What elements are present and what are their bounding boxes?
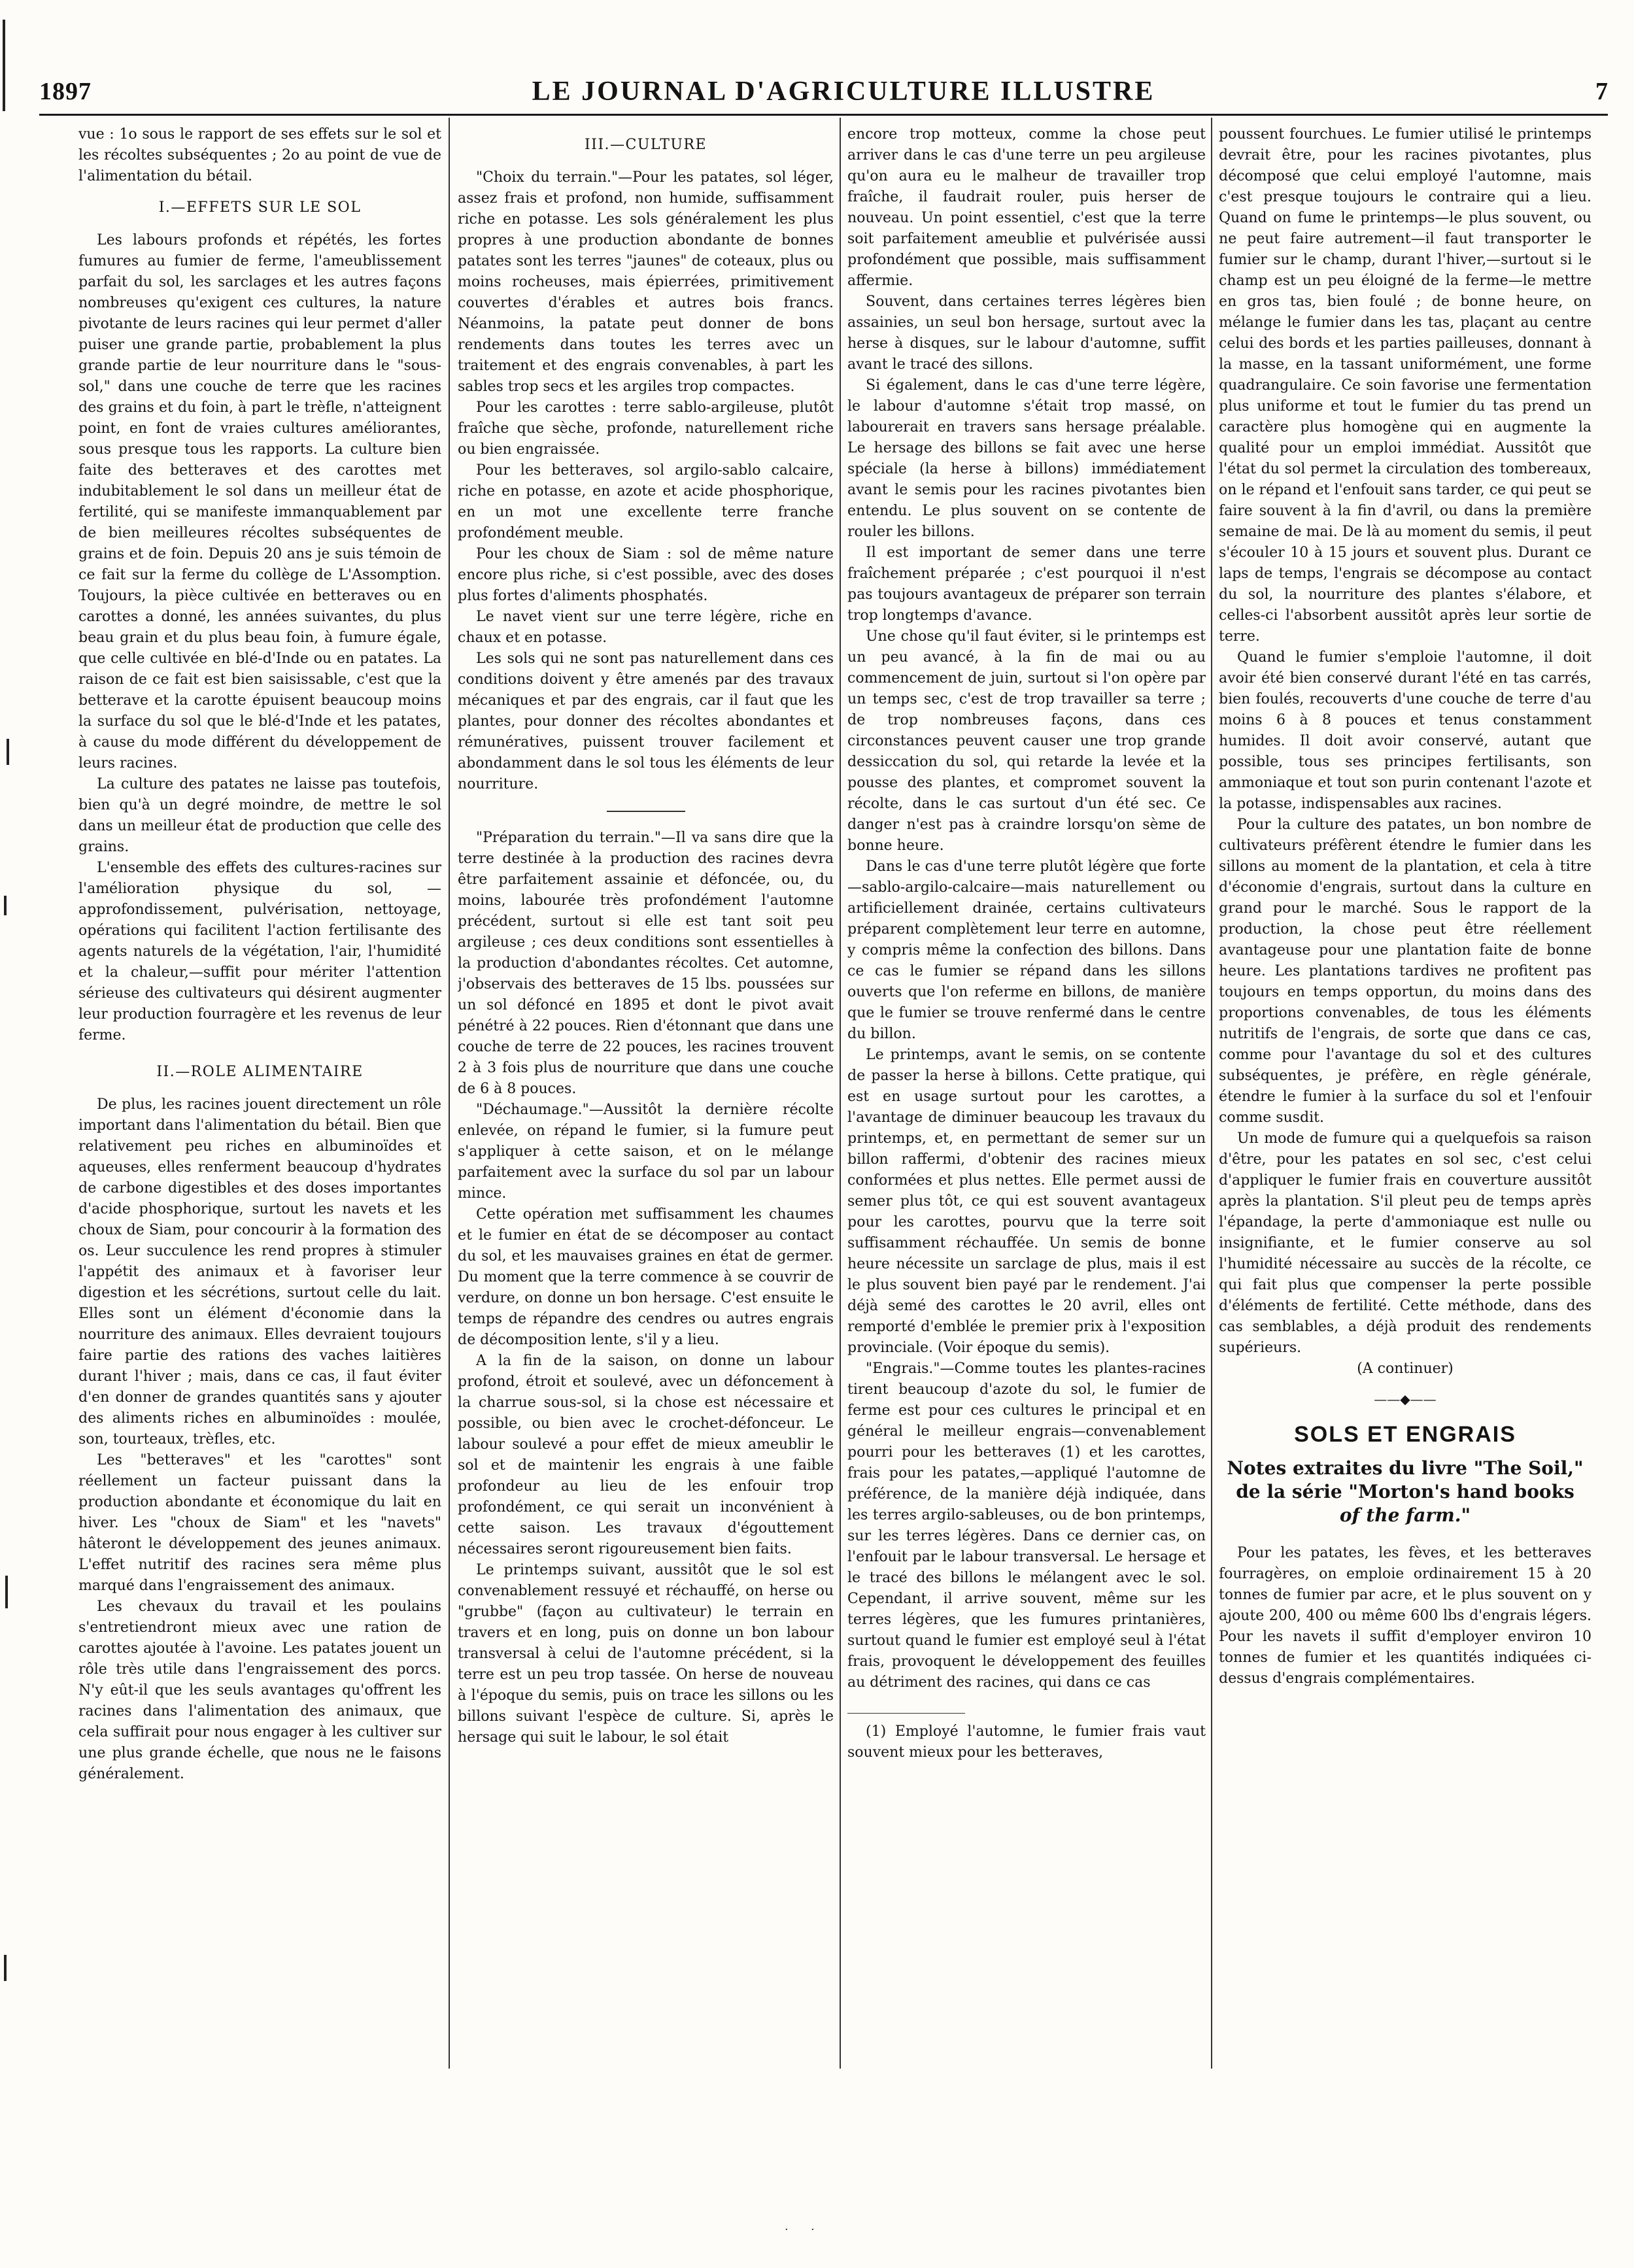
- paragraph: Si également, dans le cas d'une terre légère, le labour d'automne s'était trop massé, on labourerait en travers sans hersage préalable. Le hersage des billons se fait avec une herse spéciale (la herse à billons) immédiatement avant le semis pour les racines pivotantes bien entendu. Le plus souvent on se contente de rouler les billons.: [847, 377, 1206, 540]
- paragraph: encore trop motteux, comme la chose peut arriver dans le cas d'une terre un peu argileuse qu'on aura eu le malheur de travailler trop fraîche, il faudrait rouler, puis herser de nouveau. Un point essentiel, c'est que la terre soit parfaitement ameublie et pulvérisée aussi profondément que possible, mais suffisamment affermie.: [847, 126, 1206, 289]
- footnote-rule: [847, 1713, 965, 1714]
- section-title: SOLS ET ENGRAIS: [1294, 1422, 1516, 1447]
- paragraph: Pour les choux de Siam : sol de même nature encore plus riche, si c'est possible, avec des doses plus fortes d'aliments phosphatés.: [458, 546, 834, 604]
- paragraph: Les sols qui ne sont pas naturellement dans ces conditions doivent y être amenés par des travaux mécaniques et par des engrais, car il faut que les plantes, pour donner des récoltes abondantes et rémunératives, puissent trouver facilement et abondamment dans le sol tous les éléments de leur nourriture.: [458, 651, 834, 792]
- column-2: [458, 124, 834, 2086]
- paragraph: Une chose qu'il faut éviter, si le printemps est un peu avancé, à la fin de mai ou au commencement de juin, surtout si l'on opère par un temps sec, c'est de trop travailler sa terre ; de trop nombreuses façons, dans ces circonstances peuvent causer une trop grande dessiccation du sol, qui retarde la levée et la pousse des plantes, et compromet souvent la récolte, dans le cas surtout d'un été sec. Ce danger n'est pas à craindre lorsqu'on sème de bonne heure.: [847, 628, 1206, 854]
- to-be-continued: (A continuer): [1357, 1361, 1454, 1377]
- paragraph: Le printemps suivant, aussitôt que le sol est convenablement ressuyé et réchauffé, on herse ou "grubbe" (façon au cultivateur) le terrain en travers et en long, puis on donne un bon labour transversal à celui de l'automne précédent, si la terre est un peu trop tassée. On herse de nouveau à l'époque du semis, puis on trace les sillons ou les billons suivant l'espèce de culture. Si, après le hersage qui suit le labour, le sol était: [458, 1562, 834, 1746]
- scan-edge-marks: [0, 0, 14, 2268]
- paragraph: Le printemps, avant le semis, on se contente de passer la herse à billons. Cette pratique, qui est en usage surtout pour les carottes, a l'avantage de diminuer beaucoup les travaux du printemps, et, en permettant de semer sur un billon raffermi, d'obtenir des racines mieux conformées et plus nettes. Elle permet aussi de semer plus tôt, ce qui est souvent avantageux pour les carottes, pourvu que la terre soit suffisamment réchauffée. Un semis de bonne heure nécessite un sarclage de plus, mais il est le plus souvent bien payé par le rendement. J'ai déjà semé des carottes le 20 avril, elles ont remporté d'emblée le premier prix à l'exposition provinciale. (Voir époque du semis).: [847, 1047, 1206, 1356]
- divider: [607, 811, 685, 812]
- paragraph: Il est important de semer dans une terre fraîchement préparée ; c'est pourquoi il n'est pas toujours avantageux de préparer son terrain trop longtemps d'avance.: [847, 545, 1206, 624]
- section-heading: III.—CULTURE: [584, 137, 707, 153]
- paragraph: La culture des patates ne laisse pas toutefois, bien qu'à un degré moindre, de mettre le sol dans un meilleur état de production que celle des grains.: [78, 776, 441, 855]
- paragraph: Les chevaux du travail et les poulains s'entretiendront mieux avec une ration de carottes ajoutée à l'avoine. Les patates jouent un rôle très utile dans l'engraissement des porcs. N'y eût-il que les seuls avantages qu'offrent les racines dans l'alimentation des animaux, que cela suffirait pour nous engager à les cultiver sur une plus grande échelle, que nous ne le faisons généralement.: [78, 1599, 441, 1782]
- column-rule-3: [1211, 118, 1212, 2069]
- paragraph: poussent fourchues. Le fumier utilisé le printemps devrait être, pour les racines pivotantes, plus décomposé que celui employé l'automne, mais c'est presque toujours le contraire qui a lieu. Quand on fume le printemps—le plus souvent, ou ne peut faire autrement—il faut transporter le fumier sur le champ, durant l'hiver,—surtout si le champ est un peu éloigné de la ferme—le mettre en gros tas, bien foulé ; de bonne heure, on mélange le fumier dans les tas, plaçant au centre celui des bords et les parties pailleuses, donnant à la masse, en la tassant uniformément, une forme quadrangulaire. Ce soin favorise une fermentation plus uniforme et tout le fumier du tas prend un caractère plus homogène qui en augmente la qualité pour un emploi immédiat. Aussitôt que l'état du sol permet la circulation des tombereaux, on le répand et l'enfouit sans tarder, ce qui peut se faire souvent à la fin d'avril, ou dans la première semaine de mai. De là au moment du semis, il peut s'écouler 10 à 15 jours et souvent plus. Durant ce laps de temps, l'engrais se décompose au contact du sol, la nourriture des plantes s'élabore, et celles-ci l'absorbent aussitôt après leur sortie de terre.: [1219, 126, 1591, 645]
- page-header: [39, 73, 1608, 110]
- paragraph: De plus, les racines jouent directement un rôle important dans l'alimentation du bétail. Bien que relativement peu riches en albuminoïdes et aqueuses, elles renferment beaucoup d'hydrates de carbone digestibles et des doses importantes d'acide phosphorique, surtout les navets et les choux de Siam, pour concourir à la formation des os. Leur succulence les rend propres à stimuler l'appétit des animaux et à favoriser leur digestion et les sécrétions, surtout celle du lait. Elles sont un élément d'économie dans la nourriture des animaux. Elles devraient toujours faire partie des rations des vaches laitières durant l'hiver ; mais, dans ce cas, il faut éviter d'en donner de grandes quantités sans y ajouter des aliments riches en albuminoïdes : moulée, son, tourteaux, trèfles, etc.: [78, 1096, 441, 1447]
- paragraph: "Déchaumage."—Aussitôt la dernière récolte enlevée, on répand le fumier, si la fumure peut s'appliquer à cette saison, et on le mélange parfaitement avec la surface du sol par un labour mince.: [458, 1102, 834, 1202]
- section-heading: I.—EFFETS SUR LE SOL: [158, 199, 362, 216]
- ornament-rule-icon: ——◆——: [1374, 1391, 1437, 1407]
- paragraph: Pour les carottes : terre sablo-argileuse, plutôt fraîche que sèche, profonde, naturellement riche ou bien engraissée.: [458, 399, 834, 458]
- paragraph: Pour la culture des patates, un bon nombre de cultivateurs préfèrent étendre le fumier dans les sillons au moment de la plantation, et cela à titre d'économie d'engrais, surtout dans la culture en grand pour le marché. Sous le rapport de la production, la chose peut être réellement avantageuse pour une plantation faite de bonne heure. Les plantations tardives ne profitent pas toujours en temps opportun, du moins dans des proportions convenables, de tous les éléments nutritifs de l'engrais, de sorte que dans ce cas, comme pour l'avantage du sol et des cultures subséquentes, je préfère, en règle générale, étendre le fumier à la surface du sol et l'enfouir comme susdit.: [1219, 817, 1591, 1126]
- paragraph: Pour les betteraves, sol argilo-sablo calcaire, riche en potasse, en azote et acide phosphorique, en un mot une excellente terre franche profondément meuble.: [458, 462, 834, 541]
- paragraph: Les "betteraves" et les "carottes" sont réellement un facteur puissant dans la production abondante et économique du lait en hiver. Les "choux de Siam" et les "navets" hâteront le développement des jeunes animaux. L'effet nutritif des racines sera même plus marqué dans l'engraissement des animaux.: [78, 1452, 441, 1594]
- notes-title-line: Notes extraites du livre "The Soil,": [1227, 1457, 1584, 1479]
- paragraph: A la fin de la saison, on donne un labour profond, étroit et soulevé, avec un défoncement à la charrue sous-sol, si la chose est nécessaire et possible, ou bien avec le crochet-défonceur. Le labour soulevé a pour effet de mieux ameublir le sol et de maintenir les engrais à une faible profondeur au lieu de les enfouir trop profondément, ce qui serait un inconvénient à cette saison. Les travaux d'égouttement nécessaires seront rigoureusement bien faits.: [458, 1353, 834, 1557]
- column-rule-1: [449, 118, 450, 2069]
- paragraph: Cette opération met suffisamment les chaumes et le fumier en état de se décomposer au contact du sol, et les mauvaises graines en état de germer. Du moment que la terre commence à se couvrir de verdure, on donne un bon hersage. C'est ensuite le temps de répandre des cendres ou autres engrais de décomposition lente, s'il y a lieu.: [458, 1206, 834, 1348]
- paragraph: Dans le cas d'une terre plutôt légère que forte—sablo-argilo-calcaire—mais naturellement ou artificiellement drainée, certains cultivateurs préparent complètement leur terre en automne, y compris même la confection des billons. Dans ce cas le fumier se répand dans les sillons ouverts que l'on referme en billons, de manière que le fumier se trouve renfermé dans le centre du billon.: [847, 858, 1206, 1042]
- column-1: [78, 124, 441, 2086]
- notes-title: [1219, 1457, 1591, 1527]
- header-masthead: LE JOURNAL D'AGRICULTURE ILLUSTRE: [532, 76, 1155, 107]
- column-rule-2: [840, 118, 841, 2069]
- paragraph: Souvent, dans certaines terres légères bien assainies, un seul bon hersage, surtout avec la herse à disques, sur le labour d'automne, suffit avant le tracé des sillons.: [847, 294, 1206, 373]
- notes-title-line: of the farm.": [1339, 1504, 1471, 1526]
- paragraph: Le navet vient sur une terre légère, riche en chaux et en potasse.: [458, 609, 834, 646]
- section-heading: II.—ROLE ALIMENTAIRE: [156, 1064, 364, 1080]
- footnote: (1) Employé l'automne, le fumier frais vaut souvent mieux pour les betteraves,: [847, 1723, 1206, 1761]
- column-3: [847, 124, 1206, 2086]
- paragraph: "Engrais."—Comme toutes les plantes-racines tirent beaucoup d'azote du sol, le fumier de ferme est pour ces cultures le principal et en général le meilleur engrais—convenablement pourri pour les betteraves (1) et les carottes, frais pour les patates,—appliqué l'automne de préférence, de la manière déjà indiquée, dans les terres argilo-sableuses, ou de bon printemps, sur les terres légères. Dans ce dernier cas, on l'enfouit par le labour transversal. Le hersage et le tracé des billons le mélangent avec le sol. Cependant, il arrive souvent, même sur les terres légères, que les fumures printanières, surtout quand le fumier est employé seul à l'état frais, provoquent le développement des feuilles au détriment des racines, qui dans ce cas: [847, 1361, 1206, 1691]
- paragraph: "Préparation du terrain."—Il va sans dire que la terre destinée à la production des racines devra être parfaitement assainie et défoncée, ou, du moins, labourée très profondément l'automne précédent, surtout si elle est tant soit peu argileuse ; ces deux conditions sont essentielles à la production d'abondantes récoltes. Cet automne, j'observais des betteraves de 15 lbs. poussées sur un sol défoncé en 1895 et dont le pivot avait pénétré à 22 pouces. Rien d'étonnant que dans une couche de terre de 22 pouces, les racines trouvent 2 à 3 fois plus de nourriture que dans une couche de 6 à 8 pouces.: [458, 830, 834, 1097]
- notes-title-line: de la série "Morton's hand books: [1236, 1481, 1574, 1502]
- header-page-number: 7: [1595, 78, 1608, 105]
- scan-specks: · ·: [785, 2223, 815, 2237]
- paragraph: vue : 1o sous le rapport de ses effets sur le sol et les récoltes subséquentes ; 2o au point de vue de l'alimentation du bétail.: [78, 126, 441, 184]
- paragraph: Les labours profonds et répétés, les fortes fumures au fumier de ferme, l'ameublissement parfait du sol, les sarclages et les autres façons nombreuses qu'exigent ces cultures, la nature pivotante de leurs racines qui leur permet d'aller puiser une grande partie, probablement la plus grande partie de leur nourriture dans le "sous-sol," dans une couche de terre que les racines des grains et du foin, à part le trèfle, n'atteignent point, en font de vraies cultures améliorantes, sous presque tous les rapports. La culture bien faite des betteraves et des carottes met indubitablement le sol dans un meilleur état de fertilité, qui se manifeste immanquablement par de bien meilleures récoltes subséquentes de grains et de foin. Depuis 20 ans je suis témoin de ce fait sur la ferme du collège de L'Assomption. Toujours, la pièce cultivée en betteraves ou en carottes a donné, les années suivantes, du plus beau grain et du plus beau foin, à fumure égale, que celle cultivée en blé-d'Inde ou en patates. La raison de ce fait est bien saisissable, c'est que la betterave et la carotte épuisent beaucoup moins la surface du sol que le blé-d'Inde et les patates, à cause du mode différent du développement de leurs racines.: [78, 232, 441, 771]
- paragraph: Pour les patates, les fèves, et les betteraves fourragères, on emploie ordinairement 15 à 20 tonnes de fumier par acre, et le plus souvent on y ajoute 200, 400 ou même 600 lbs d'engrais légers. Pour les navets il suffit d'employer environ 10 tonnes de fumier et les quantités indiquées ci-dessus d'engrais complémentaires.: [1219, 1545, 1591, 1687]
- header-year: 1897: [39, 78, 92, 105]
- paragraph: Quand le fumier s'emploie l'automne, il doit avoir été bien conservé durant l'été en tas carrés, bien foulés, recouverts d'une couche de terre d'au moins 6 à 8 pouces et tenus constamment humides. Il doit avoir conservé, autant que possible, tous ses principes fertilisants, son ammoniaque et tout son purin contenant l'azote et la potasse, indispensables aux racines.: [1219, 649, 1591, 812]
- paragraph: L'ensemble des effets des cultures-racines sur l'amélioration physique du sol, —approfondissement, pulvérisation, nettoyage, opérations qui facilitent l'action fertilisante des agents naturels de la végétation, l'air, l'humidité et la chaleur,—suffit pour mériter l'attention sérieuse des cultivateurs qui désirent augmenter leur production fourragère et les revenus de leur ferme.: [78, 860, 441, 1043]
- paragraph: Un mode de fumure qui a quelquefois sa raison d'être, pour les patates en sol sec, c'est celui d'appliquer le fumier frais en couverture aussitôt après la plantation. S'il pleut peu de temps après l'épandage, la perte d'ammoniaque est nulle ou insignifiante, et le fumier conserve au sol l'humidité nécessaire au succès de la récolte, ce qui fait plus que compenser la perte possible d'éléments de fertilité. Cette méthode, dans des cas semblables, a déjà produit des rendements supérieurs.: [1219, 1130, 1591, 1356]
- header-rule: [39, 114, 1608, 116]
- paragraph: "Choix du terrain."—Pour les patates, sol léger, assez frais et profond, non humide, suffisamment riche en potasse. Les sols généralement les plus propres à une production abondante de bonnes patates sont les terres "jaunes" de coteaux, plus ou moins rocheuses, mais épierrées, primitivement couvertes d'érables et autres bois francs. Néanmoins, la patate peut donner de bons rendements dans toutes les terres avec un traitement et des engrais convenables, à part les sables trop secs et les argiles trop compactes.: [458, 169, 834, 395]
- column-4: [1219, 124, 1591, 2086]
